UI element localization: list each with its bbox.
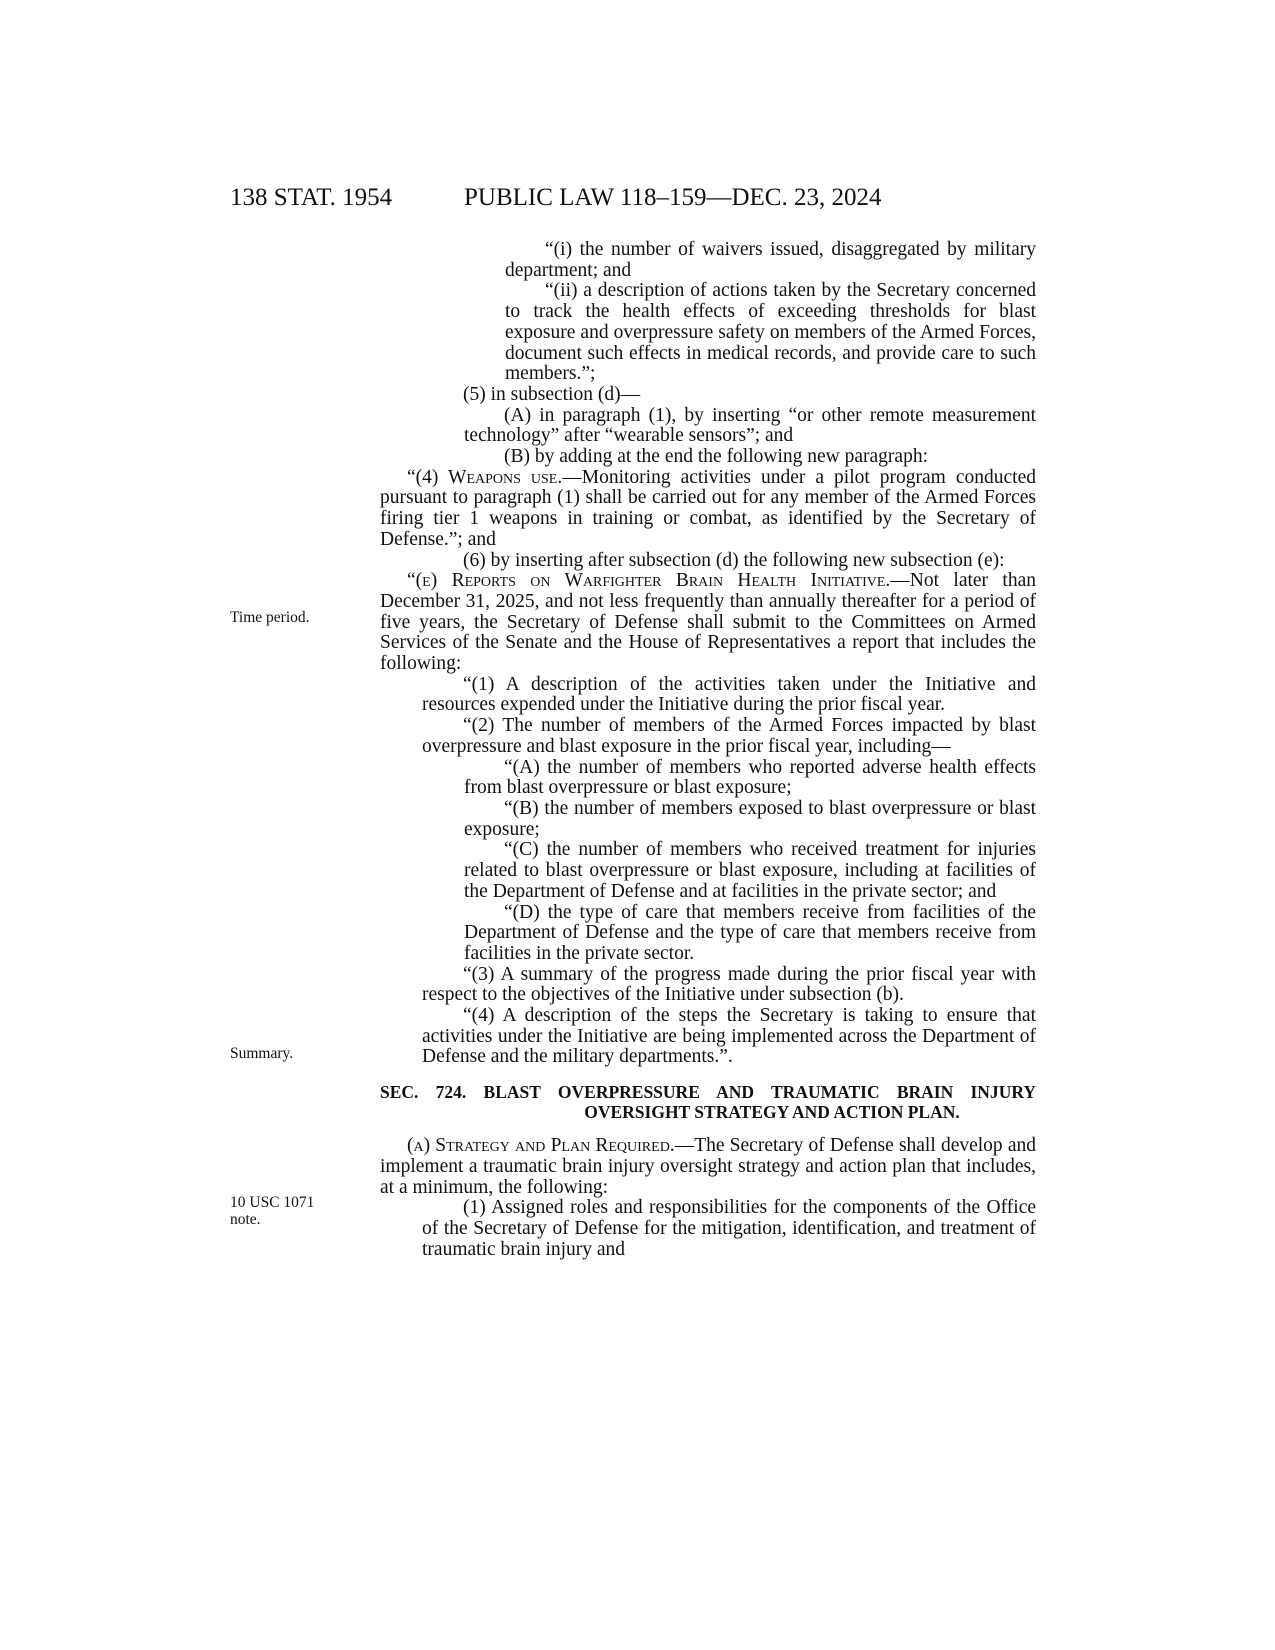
subsection-text: —Not later than December 31, 2025, and not less frequently than annually thereafter for a period of five years, the Secretary of Defense shall submit to the Committees on Armed Services of the Senate and the House of Representatives a report that includes the following: (380, 570, 1036, 675)
subsection-a-text: —The Secretary of Defense shall develop and implement a traumatic brain injury oversight strategy and action plan that includes, at a minimum, the following: (380, 1135, 1036, 1198)
paragraph-heading: “(4) Weapons use. (407, 466, 563, 488)
margin-note-summary: Summary. (230, 1045, 294, 1062)
paragraph-6: (6) by inserting after subsection (d) the following new subsection (e): (463, 549, 1005, 571)
subsection-heading: “(e) Reports on Warfighter Brain Health Initiative. (407, 570, 891, 592)
report-item-3: “(3) A summary of the progress made during the prior fiscal year with respect to the objectives of the Initiative under subsection (b). (422, 963, 1036, 1006)
margin-note-usc (230, 1194, 340, 1228)
margin-note-time-period: Time period. (230, 609, 310, 626)
law-title: PUBLIC LAW 118–159—DEC. 23, 2024 (464, 184, 882, 211)
plan-item-1: (1) Assigned roles and responsibilities for the components of the Office of the Secretary of Defense for the mitigation, identification, and treatment of traumatic brain injury and (422, 1197, 1036, 1260)
report-item-2C: “(C) the number of members who received treatment for injuries related to blast overpressure or blast exposure, including at facilities of the Department of Defense and at facilities in the private sector; and (464, 839, 1036, 902)
report-item-2D: “(D) the type of care that members receive from facilities of the Department of Defense and the type of care that members receive from facilities in the private sector. (464, 901, 1036, 964)
report-item-2: “(2) The number of members of the Armed Forces impacted by blast overpressure and blast exposure in the prior fiscal year, including— (422, 715, 1036, 757)
subsection-e (380, 571, 1036, 675)
statute-body (380, 240, 1036, 1260)
usc-note: note. (230, 1211, 261, 1228)
subsection-a-heading: (a) Strategy and Plan Required. (407, 1135, 675, 1157)
report-item-1: “(1) A description of the activities taken under the Initiative and resources expended under the Initiative during the prior fiscal year. (422, 673, 1036, 716)
section-724-heading: SEC. 724. BLAST OVERPRESSURE AND TRAUMATIC BRAIN INJURY OVERSIGHT STRATEGY AND ACTION PLAN. (380, 1082, 1036, 1123)
subparagraph-B: (B) by adding at the end the following new paragraph: (504, 446, 929, 468)
report-item-2A: “(A) the number of members who reported adverse health effects from blast overpressure or blast exposure; (464, 756, 1036, 799)
paragraph-5: (5) in subsection (d)— (463, 383, 641, 405)
paragraph-text: —Monitoring activities under a pilot program conducted pursuant to paragraph (1) shall be carried out for any member of the Armed Forces firing tier 1 weapons in training or combat, as identified by the Secretary of Defense.”; and (380, 466, 1036, 550)
report-item-4: “(4) A description of the steps the Secretary is taking to ensure that activities under the Initiative are being implemented across the Department of Defense and the military departments.”. (422, 1005, 1036, 1068)
stat-reference: 138 STAT. 1954 (230, 184, 393, 211)
paragraph-4-weapons-use (380, 468, 1036, 551)
clause-i: “(i) the number of waivers issued, disaggregated by military department; and (505, 239, 1036, 281)
clause-ii: “(ii) a description of actions taken by the Secretary concerned to track the health effects of exceeding thresholds for blast exposure and overpressure safety on members of the Armed Forces, document such effects in medical records, and provide care to such members.”; (505, 280, 1036, 385)
subsection-a (380, 1136, 1036, 1198)
subparagraph-A: (A) in paragraph (1), by inserting “or other remote measurement technology” after “wearable sensors”; and (464, 404, 1036, 447)
report-item-2B: “(B) the number of members exposed to blast overpressure or blast exposure; (464, 797, 1036, 840)
usc-citation: 10 USC 1071 (230, 1194, 315, 1211)
